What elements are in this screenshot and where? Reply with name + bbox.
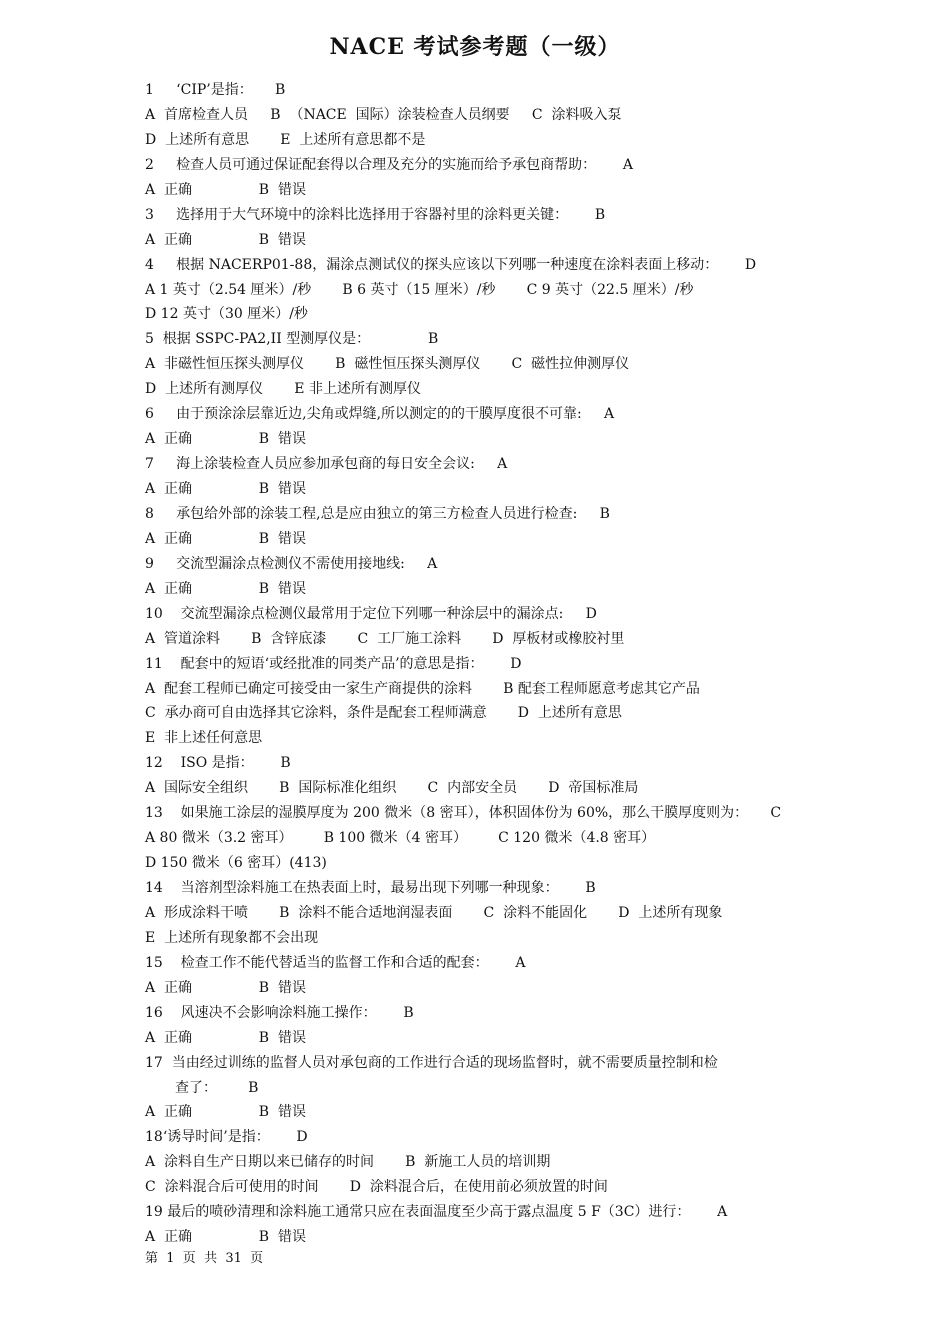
text-line: A 80 微米（3.2 密耳） B 100 微米（4 密耳） C 120 微米（4.8 密耳） [145,830,656,847]
text-line: E 上述所有现象都不会出现 [145,929,319,946]
text-line: A 涂料自生产日期以来已储存的时间 B 新施工人员的培训期 [145,1154,551,1171]
text-line: D 12 英寸（30 厘米）/秒 [145,306,308,323]
text-line: A 正确 B 错误 [145,1229,306,1246]
text-line: A 1 英寸（2.54 厘米）/秒 B 6 英寸（15 厘米）/秒 C 9 英寸（22.5 厘米）/秒 [145,281,694,298]
text-line: A 形成涂料干喷 B 涂料不能合适地润湿表面 C 涂料不能固化 D 上述所有现象 [145,904,723,921]
page-footer: 第 1 页 共 31 页 [145,1251,264,1266]
text-line: D 上述所有测厚仪 E 非上述所有测厚仪 [145,381,421,398]
text-line: 15 检查工作不能代替适当的监督工作和合适的配套： A [145,954,526,971]
text-line: A 正确 B 错误 [145,1029,306,1046]
text-line: A 首席检查人员 B （NACE 国际）涂装检查人员纲要 C 涂料吸入泵 [145,106,622,123]
text-line: 4 根据 NACERP01-88，漏涂点测试仪的探头应该以下列哪一种速度在涂料表面上移动： D [145,256,757,273]
text-line: A 正确 B 错误 [145,530,306,547]
text-line: 6 由于预涂涂层靠近边,尖角或焊缝,所以测定的的干膜厚度很不可靠: A [145,406,615,423]
text-line: A 正确 B 错误 [145,231,306,248]
text-line: 16 风速决不会影响涂料施工操作： B [145,1004,414,1021]
text-line: 19 最后的喷砂清理和涂料施工通常只应在表面温度至少高于露点温度 5 F（3C）进行： A [145,1204,728,1221]
text-line: 5 根据 SSPC-PA2,II 型测厚仪是： B [145,331,439,348]
text-line: D 150 微米（6 密耳）(413) [145,855,327,872]
text-line: 11 配套中的短语‘或经批准的同类产品’的意思是指： D [145,655,522,672]
text-line: A 正确 B 错误 [145,1104,306,1121]
question-list [145,78,815,1250]
text-line: 1 ‘CIP’是指： B [145,82,286,98]
text-line: C 承办商可自由选择其它涂料，条件是配套工程师满意 D 上述所有意思 [145,705,622,722]
text-line: C 涂料混合后可使用的时间 D 涂料混合后，在使用前必须放置的时间 [145,1179,608,1196]
text-line: A 正确 B 错误 [145,979,306,996]
text-line: A 管道涂料 B 含锌底漆 C 工厂施工涂料 D 厚板材或橡胶衬里 [145,630,625,647]
text-line: 13 如果施工涂层的湿膜厚度为 200 微米（8 密耳），体积固体份为 60%，那么干膜厚度则为： C [145,805,782,822]
text-line: 14 当溶剂型涂料施工在热表面上时，最易出现下列哪一种现象： B [145,880,596,896]
text-line: A 国际安全组织 B 国际标准化组织 C 内部安全员 D 帝国标准局 [145,780,639,797]
text-line: A 正确 B 错误 [145,481,306,497]
text-line: E 非上述任何意思 [145,730,263,747]
text-line: A 正确 B 错误 [145,181,306,198]
text-line: 17 当由经过训练的监督人员对承包商的工作进行合适的现场监督时，就不需要质量控制和检 [145,1054,718,1071]
text-line: 7 海上涂装检查人员应参加承包商的每日安全会议: A [145,456,508,473]
text-line: A 正确 B 错误 [145,431,306,448]
text-line: 查了： B [175,1079,259,1096]
text-line: A 非磁性恒压探头测厚仪 B 磁性恒压探头测厚仪 C 磁性拉伸测厚仪 [145,356,630,373]
text-line: A 正确 B 错误 [145,580,306,597]
text-line: A 配套工程师已确定可接受由一家生产商提供的涂料 B 配套工程师愿意考虑其它产品 [145,680,700,697]
text-line: 12 ISO 是指： B [145,755,291,772]
text-line: 18‘诱导时间’是指： D [145,1129,308,1146]
text-line: D 上述所有意思 E 上述所有意思都不是 [145,131,426,148]
document-title: NACE 考试参考题（一级） [329,34,621,60]
text-line: 8 承包给外部的涂装工程,总是应由独立的第三方检查人员进行检查: B [145,505,610,522]
text-line: 10 交流型漏涂点检测仪最常用于定位下列哪一种涂层中的漏涂点: D [145,605,597,622]
text-line: 3 选择用于大气环境中的涂料比选择用于容器衬里的涂料更关键： B [145,206,606,223]
text-line: 2 检查人员可通过保证配套得以合理及充分的实施而给予承包商帮助： A [145,156,633,173]
text-line: 9 交流型漏涂点检测仪不需使用接地线: A [145,555,438,572]
